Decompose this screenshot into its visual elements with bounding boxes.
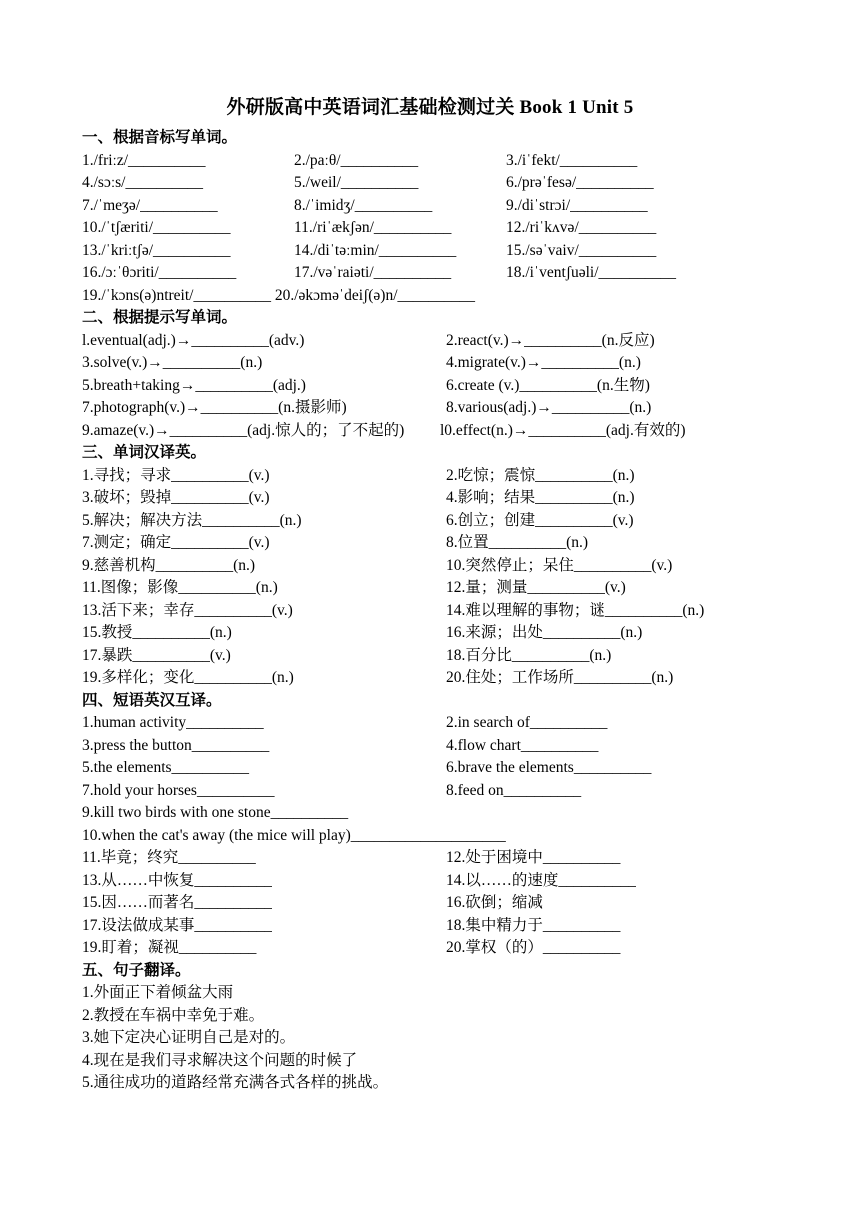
exercise-item: 4.flow chart__________ — [446, 736, 599, 754]
exercise-item: 6.创立；创建__________(v.) — [446, 511, 634, 529]
exercise-item: 9./diˈstrɔi/__________ — [506, 196, 648, 214]
exercise-row — [82, 667, 782, 690]
exercise-item: 7.hold your horses__________ — [82, 781, 275, 799]
exercise-item: 18.百分比__________(n.) — [446, 646, 612, 664]
exercise-item: 12./riˈkʌvə/__________ — [506, 219, 657, 236]
exercise-item: 20.住处；工作场所__________(n.) — [446, 669, 674, 686]
exercise-item: 3.press the button__________ — [82, 736, 270, 754]
exercise-row — [82, 915, 782, 938]
exercise-item: 15./səˈvaiv/__________ — [506, 241, 657, 259]
exercise-item: 12.处于困境中__________ — [446, 849, 621, 866]
exercise-item: 5.解决；解决方法__________(n.) — [82, 511, 302, 529]
exercise-item: 11.图像；影像__________(n.) — [82, 579, 278, 596]
exercise-row — [82, 285, 782, 308]
exercise-item: 9.慈善机构__________(n.) — [82, 556, 256, 574]
exercise-item: 5./weil/__________ — [294, 174, 419, 191]
exercise-item: l0.effect(n.)→__________(adj.有效的) — [440, 421, 686, 439]
exercise-row — [82, 510, 782, 533]
exercise-item: 16.砍倒；缩减 — [446, 894, 543, 911]
exercise-row — [82, 645, 782, 668]
exercise-row — [82, 465, 782, 488]
exercise-item: 6.brave the elements__________ — [446, 759, 652, 776]
exercise-item: 9.amaze(v.)→__________(adj.惊人的；了不起的) — [82, 421, 405, 439]
sentence-text: 1.外面正下着倾盆大雨 — [82, 984, 234, 1001]
sentence-item — [82, 1005, 782, 1028]
exercise-row — [82, 757, 782, 780]
exercise-row — [82, 397, 782, 420]
exercise-item: 15.教授__________(n.) — [82, 624, 232, 641]
exercise-row — [82, 735, 782, 758]
exercise-item: 6./prəˈfesə/__________ — [506, 174, 654, 191]
exercise-row — [82, 847, 782, 870]
exercise-item: 8.various(adj.)→__________(n.) — [446, 399, 652, 416]
exercise-item: 2.react(v.)→__________(n.反应) — [446, 331, 655, 349]
exercise-row — [82, 622, 782, 645]
exercise-item: 17.设法做成某事__________ — [82, 916, 272, 934]
exercise-item: 8.feed on__________ — [446, 781, 582, 799]
exercise-item: 20.掌权（的）__________ — [446, 939, 621, 956]
exercise-row — [82, 420, 782, 443]
exercise-item: 13.从……中恢复__________ — [82, 871, 272, 889]
sentence-text: 3.她下定决心证明自己是对的。 — [82, 1029, 296, 1046]
exercise-row — [82, 195, 782, 218]
exercise-item: 18./iˈventʃuəli/__________ — [506, 264, 677, 281]
exercise-row — [82, 240, 782, 263]
exercise-item: 19.多样化；变化__________(n.) — [82, 669, 294, 686]
exercise-row — [82, 487, 782, 510]
exercise-item: 5.breath+taking→__________(adj.) — [82, 376, 306, 394]
exercise-item: 9.kill two birds with one stone__________ — [82, 804, 349, 821]
exercise-item: 12.量；测量__________(v.) — [446, 579, 626, 596]
exercise-item: 1.寻找；寻求__________(v.) — [82, 466, 270, 484]
exercise-row — [82, 172, 782, 195]
exercise-item: 19.盯着；凝视__________ — [82, 939, 257, 956]
section-heading-3: 三、单词汉译英。 — [82, 444, 207, 461]
section-heading-5: 五、句子翻译。 — [82, 961, 191, 979]
exercise-item: 7.photograph(v.)→__________(n.摄影师) — [82, 399, 347, 416]
exercise-row — [82, 892, 782, 915]
sentence-text: 5.通往成功的道路经常充满各式各样的挑战。 — [82, 1074, 389, 1091]
section-heading-2: 二、根据提示写单词。 — [82, 309, 238, 326]
exercise-item: 16./ɔːˈθɔriti/__________ — [82, 264, 237, 281]
worksheet-title: 外研版高中英语词汇基础检测过关 Book 1 Unit 5 — [226, 97, 634, 118]
exercise-row — [82, 825, 782, 848]
exercise-item: 4.影响；结果__________(n.) — [446, 489, 635, 506]
exercise-item: 11./riˈækʃən/__________ — [294, 219, 452, 236]
exercise-row — [82, 780, 782, 803]
exercise-item: 14.以……的速度__________ — [446, 871, 636, 889]
exercise-item: 15.因……而著名__________ — [82, 894, 272, 911]
exercise-row — [82, 600, 782, 623]
exercise-item: 1.human activity__________ — [82, 714, 264, 731]
exercise-item: 10./ˈtʃæriti/__________ — [82, 219, 231, 236]
sentence-item — [82, 1050, 782, 1073]
exercise-item: 7.测定；确定__________(v.) — [82, 534, 270, 551]
exercise-row — [82, 870, 782, 893]
exercise-row — [82, 555, 782, 578]
exercise-row — [82, 330, 782, 353]
exercise-item: 3.破坏；毁掉__________(v.) — [82, 489, 270, 506]
exercise-row — [82, 712, 782, 735]
exercise-item: 3.solve(v.)→__________(n.) — [82, 354, 263, 371]
exercise-item: 14./diˈtəːmin/__________ — [294, 241, 457, 259]
exercise-item: 17.暴跌__________(v.) — [82, 646, 231, 664]
exercise-item: 2.吃惊；震惊__________(n.) — [446, 466, 635, 484]
exercise-item: 16.来源；出处__________(n.) — [446, 624, 643, 641]
exercise-item: l.eventual(adj.)→__________(adv.) — [82, 331, 305, 349]
exercise-row — [82, 375, 782, 398]
exercise-row — [82, 937, 782, 960]
exercise-item: 13.活下来；幸存__________(v.) — [82, 601, 293, 619]
exercise-item: 17./vəˈraiəti/__________ — [294, 264, 452, 281]
exercise-item: 2./paːθ/__________ — [294, 151, 419, 169]
exercise-item: 6.create (v.)__________(n.生物) — [446, 376, 650, 394]
exercise-row — [82, 150, 782, 173]
exercise-item: 8./ˈimidʒ/__________ — [294, 196, 433, 214]
exercise-item: 10.突然停止；呆住__________(v.) — [446, 556, 673, 574]
exercise-row — [82, 802, 782, 825]
exercise-item: 8.位置__________(n.) — [446, 534, 589, 551]
exercise-row — [82, 577, 782, 600]
section-heading-1: 一、根据音标写单词。 — [82, 129, 238, 146]
exercise-item: 10.when the cat's away (the mice will play)____________________ — [82, 826, 506, 844]
exercise-item: 2.in search of__________ — [446, 714, 608, 731]
exercise-item: 3./iˈfekt/__________ — [506, 151, 638, 169]
sentence-text: 4.现在是我们寻求解决这个问题的时候了 — [82, 1051, 358, 1069]
exercise-item: 14.难以理解的事物；谜__________(n.) — [446, 601, 705, 619]
exercise-item: 13./ˈkriːtʃə/__________ — [82, 241, 231, 259]
exercise-row — [82, 217, 782, 240]
exercise-row — [82, 352, 782, 375]
exercise-item: 18.集中精力于__________ — [446, 916, 621, 934]
exercise-row — [82, 262, 782, 285]
exercise-row — [82, 532, 782, 555]
section-heading-4: 四、短语英汉互译。 — [82, 691, 222, 709]
exercise-item: 5.the elements__________ — [82, 759, 250, 776]
exercise-item: 11.毕竟；终究__________ — [82, 849, 256, 866]
exercise-item: 7./ˈmeʒə/__________ — [82, 196, 218, 214]
sentence-item — [82, 1072, 782, 1095]
exercise-item: 4./sɔːs/__________ — [82, 174, 203, 191]
sentence-item — [82, 982, 782, 1005]
sentence-item — [82, 1027, 782, 1050]
exercise-item: 19./ˈkɔns(ə)ntreit/__________ 20./əkɔməˈdeiʃ(ə)n/__________ — [82, 286, 475, 304]
exercise-item: 4.migrate(v.)→__________(n.) — [446, 354, 641, 371]
sentence-text: 2.教授在车祸中幸免于难。 — [82, 1006, 265, 1024]
exercise-item: 1./friːz/__________ — [82, 151, 206, 169]
worksheet-body — [82, 127, 782, 1095]
